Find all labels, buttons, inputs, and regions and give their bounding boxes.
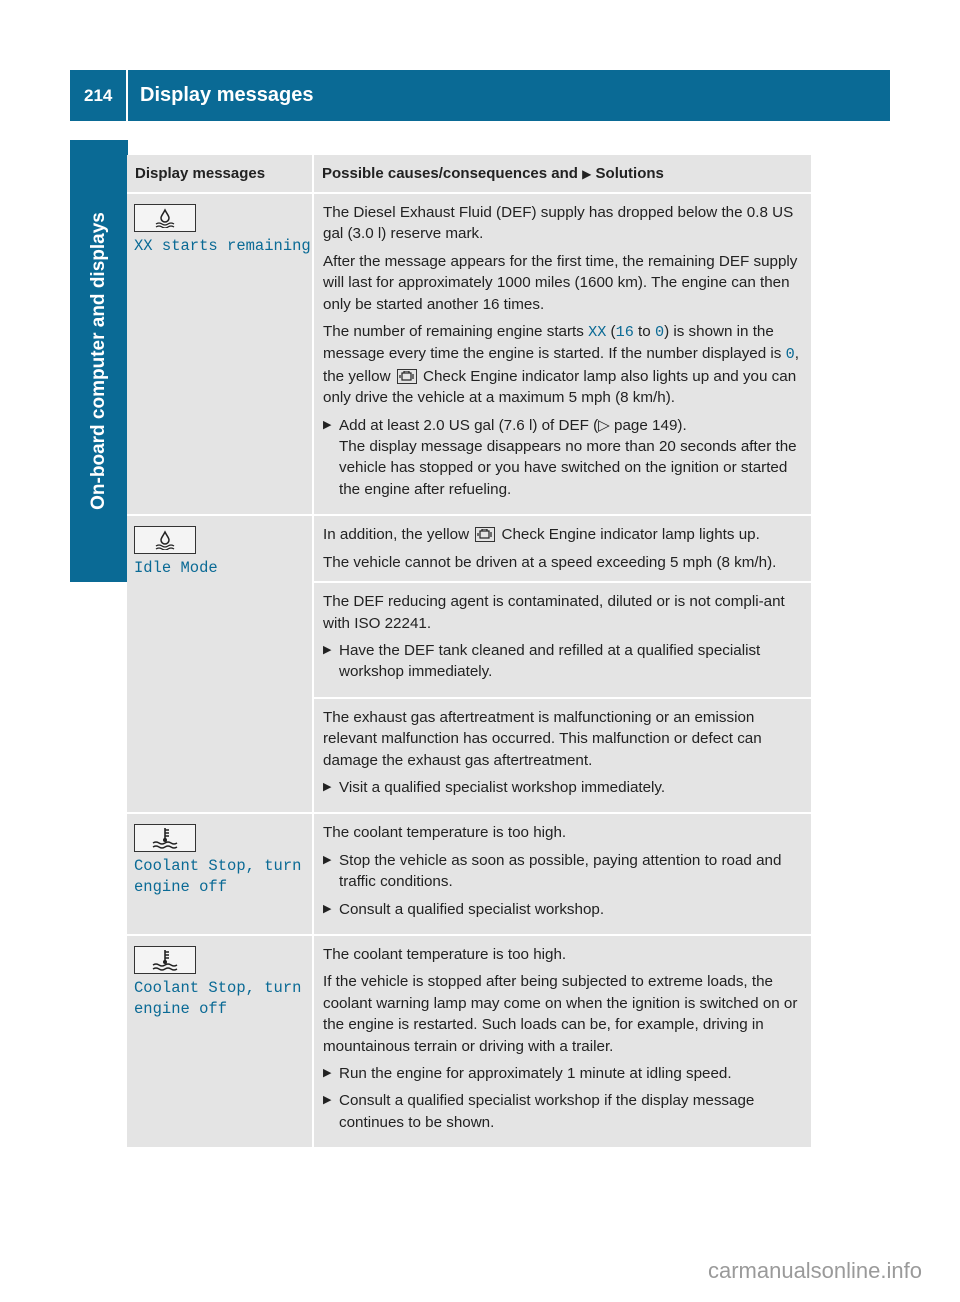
solutions-cell: In addition, the yellow Check Engine indicator lamp lights up. The vehicle cannot be driven at a speed exceeding 5 mph (8 km/h). The DEF reducing agent is contaminated, diluted or is not compli-ant with ISO 22241. ▶ Have the DEF tank cleaned and refilled at a qualified specialist workshop immediately. The exhaust gas aftertreatment is malfunctioning or an emission relevant malfunction has occurred. This malfunction or defect can damage the exhaust gas aftertreatment. ▶ Visit a qualified specialist workshop immediately. bbox=[314, 516, 811, 812]
coolant-temperature-icon bbox=[134, 824, 196, 852]
arrow-bullet-icon: ▶ bbox=[323, 1067, 332, 1079]
side-tab-label: On-board computer and displays bbox=[88, 212, 109, 510]
solutions-cell: The Diesel Exhaust Fluid (DEF) supply has dropped below the 0.8 US gal (3.0 l) reserve mark. After the message appears for the first time, the remaining DEF supply will last for approximately 1000 miles (1600 km). The engine can then only be started another 16 times. The number of remaining engine starts XX (16 to 0) is shown in the message every time the engine is started. If the number displayed is 0, the yellow Check Engine indicator lamp also lights up and you can only drive the vehicle at a maximum 5 mph (8 km/h). ▶ Add at least 2.0 US gal (7.6 l) of DEF (▷ page 149). The display message disappears no more than 20 seconds after the vehicle has stopped or you have switched on the ignition or started the engine after refueling. bbox=[314, 194, 811, 514]
instruction-step: ▶ Have the DEF tank cleaned and refilled at a qualified specialist workshop immediately. bbox=[323, 640, 805, 683]
instruction-step: ▶ Consult a qualified specialist workshop if the display message continues to be shown. bbox=[323, 1090, 805, 1133]
solutions-cell: The coolant temperature is too high. ▶ Stop the vehicle as soon as possible, paying attention to road and traffic conditions. ▶ Consult a qualified specialist workshop. bbox=[314, 814, 811, 934]
instruction-step: ▶ Consult a qualified specialist workshop. bbox=[323, 899, 805, 920]
display-message-text: Coolant Stop, turn engine off bbox=[134, 857, 302, 897]
page-title: Display messages bbox=[140, 84, 314, 106]
watermark: carmanualsonline.info bbox=[707, 1258, 922, 1283]
header-col-causes: Possible causes/consequences and ▶ Solutions bbox=[322, 165, 664, 182]
display-message-text: Coolant Stop, turn engine off bbox=[134, 978, 302, 1018]
arrow-bullet-icon: ▶ bbox=[582, 167, 592, 181]
display-cell bbox=[127, 194, 314, 514]
arrow-bullet-icon: ▶ bbox=[323, 418, 332, 431]
arrow-bullet-icon: ▶ bbox=[323, 853, 332, 866]
coolant-temperature-icon bbox=[134, 946, 196, 974]
table-row bbox=[127, 516, 811, 814]
header-divider bbox=[126, 70, 128, 121]
check-engine-icon bbox=[475, 527, 495, 542]
arrow-bullet-icon: ▶ bbox=[323, 643, 332, 656]
display-cell bbox=[127, 814, 314, 934]
table-row bbox=[127, 814, 811, 936]
header-col-display-messages: Display messages bbox=[127, 155, 314, 192]
instruction-step: ▶ Add at least 2.0 US gal (7.6 l) of DEF (▷ page 149). The display message disappears no more than 20 seconds after the vehicle has stopped or you have switched on the ignition or started the engine after refueling. bbox=[323, 415, 805, 501]
display-messages-table bbox=[127, 155, 811, 1149]
def-fluid-icon bbox=[134, 204, 196, 232]
instruction-step: ▶ Visit a qualified specialist workshop immediately. bbox=[323, 777, 805, 798]
table-row bbox=[127, 936, 811, 1149]
instruction-step: ▶ Run the engine for approximately 1 minute at idling speed. bbox=[323, 1063, 805, 1084]
arrow-bullet-icon: ▶ bbox=[323, 780, 332, 793]
page-header bbox=[70, 70, 890, 121]
display-message-text: Idle Mode bbox=[134, 559, 218, 578]
display-message-text: XX starts remaining bbox=[134, 237, 311, 255]
display-cell bbox=[127, 516, 314, 812]
arrow-bullet-icon: ▶ bbox=[323, 1094, 332, 1107]
def-fluid-icon bbox=[134, 526, 196, 554]
section-side-tab bbox=[70, 140, 128, 582]
display-cell bbox=[127, 936, 314, 1147]
instruction-step: ▶ Stop the vehicle as soon as possible, paying attention to road and traffic conditions. bbox=[323, 850, 805, 893]
check-engine-icon bbox=[397, 369, 417, 384]
table-header bbox=[127, 155, 811, 194]
solutions-cell: The coolant temperature is too high. If the vehicle is stopped after being subjected to extreme loads, the coolant warning lamp may come on when the ignition is switched on or the engine is restarted. Such loads can be, for example, driving in mountainous terrain or driving with a trailer. ▶ Run the engine for approximately 1 minute at idling speed. ▶ Consult a qualified specialist workshop if the display message continues to be shown. bbox=[314, 936, 811, 1147]
page-number: 214 bbox=[84, 86, 113, 105]
arrow-bullet-icon: ▶ bbox=[323, 902, 332, 915]
table-row bbox=[127, 194, 811, 516]
